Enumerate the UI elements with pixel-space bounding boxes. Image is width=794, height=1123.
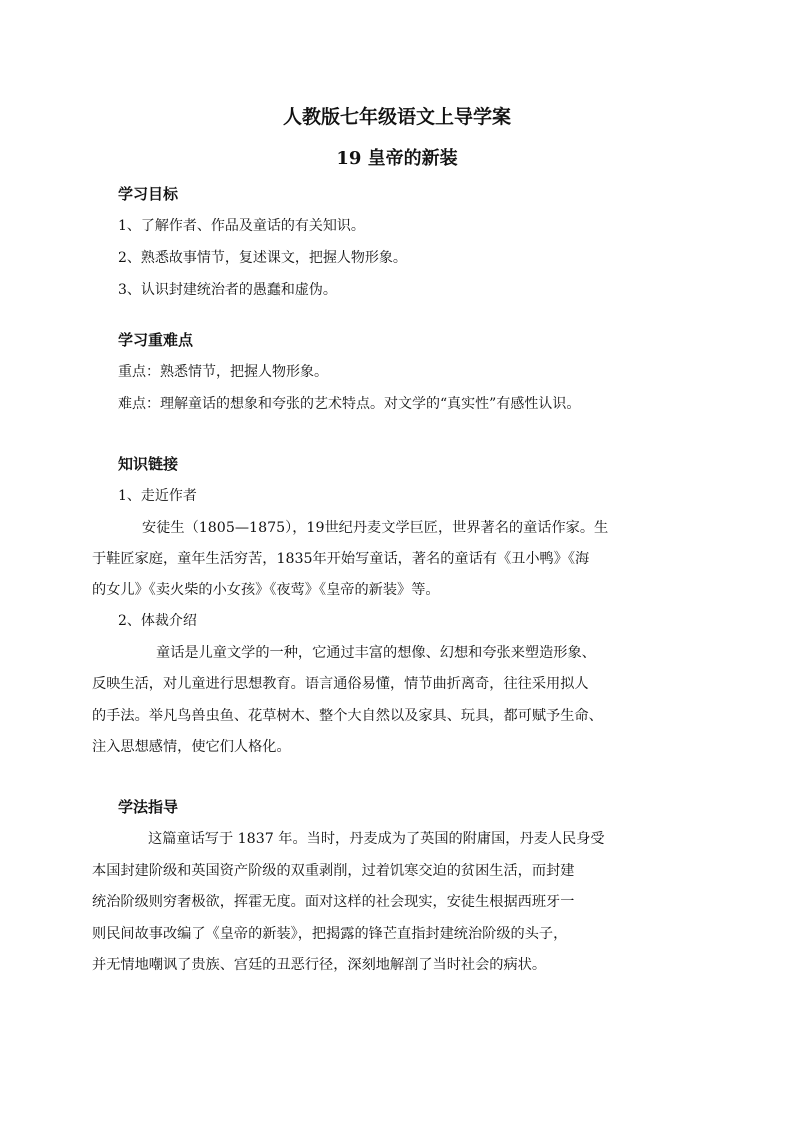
objective-item: 3、认识封建统治者的愚蠢和虚伪。 [118, 282, 337, 298]
genre-paragraph-line: 反映生活，对儿童进行思想教育。语言通俗易懂，情节曲折离奇，往往采用拟人 [92, 676, 589, 692]
method-paragraph-line: 统治阶级则穷奢极欲，挥霍无度。面对这样的社会现实，安徒生根据西班牙一 [92, 894, 575, 910]
genre-paragraph-line: 注入思想感情，使它们人格化。 [92, 739, 291, 755]
knowledge-heading: 知识链接 [118, 455, 179, 473]
difficulty-point: 难点：理解童话的想象和夸张的艺术特点。对文学的“真实性”有感性认识。 [118, 396, 581, 412]
objective-item: 1、了解作者、作品及童话的有关知识。 [118, 218, 365, 234]
method-heading: 学法指导 [118, 798, 179, 816]
document-title: 人教版七年级语文上导学案 [282, 106, 511, 128]
method-paragraph-line: 则民间故事改编了《皇帝的新装》，把揭露的锋芒直指封建统治阶级的头子， [92, 926, 568, 942]
objectives-heading: 学习目标 [118, 185, 179, 203]
genre-paragraph-line: 童话是儿童文学的一种，它通过丰富的想像、幻想和夸张来塑造形象、 [156, 645, 596, 661]
method-paragraph-line: 这篇童话写于 1837 年。当时，丹麦成为了英国的附庸国，丹麦人民身受 [148, 831, 605, 847]
lesson-title: 19 皇帝的新装 [336, 148, 458, 169]
objective-item: 2、熟悉故事情节，复述课文，把握人物形象。 [118, 250, 407, 266]
method-paragraph-line: 本国封建阶级和英国资产阶级的双重剥削，过着饥寒交迫的贫困生活，而封建 [92, 863, 575, 879]
genre-paragraph-line: 的手法。举凡鸟兽虫鱼、花草树木、整个大自然以及家具、玩具，都可赋予生命、 [92, 708, 603, 724]
genre-section-title: 2、体裁介绍 [118, 613, 197, 629]
key-points-heading: 学习重难点 [118, 331, 194, 349]
author-paragraph-line: 的女儿》《卖火柴的小女孩》《夜莺》《皇帝的新装》等。 [92, 582, 440, 598]
focus-point: 重点：熟悉情节，把握人物形象。 [118, 364, 328, 380]
author-paragraph-line: 安徒生（1805—1875），19世纪丹麦文学巨匠，世界著名的童话作家。生 [142, 520, 609, 536]
author-section-title: 1、走近作者 [118, 488, 197, 504]
method-paragraph-line: 并无情地嘲讽了贵族、宫廷的丑恶行径，深刻地解剖了当时社会的病状。 [92, 957, 547, 973]
author-paragraph-line: 于鞋匠家庭，童年生活穷苦，1835年开始写童话，著名的童话有《丑小鸭》《海 [92, 551, 590, 567]
